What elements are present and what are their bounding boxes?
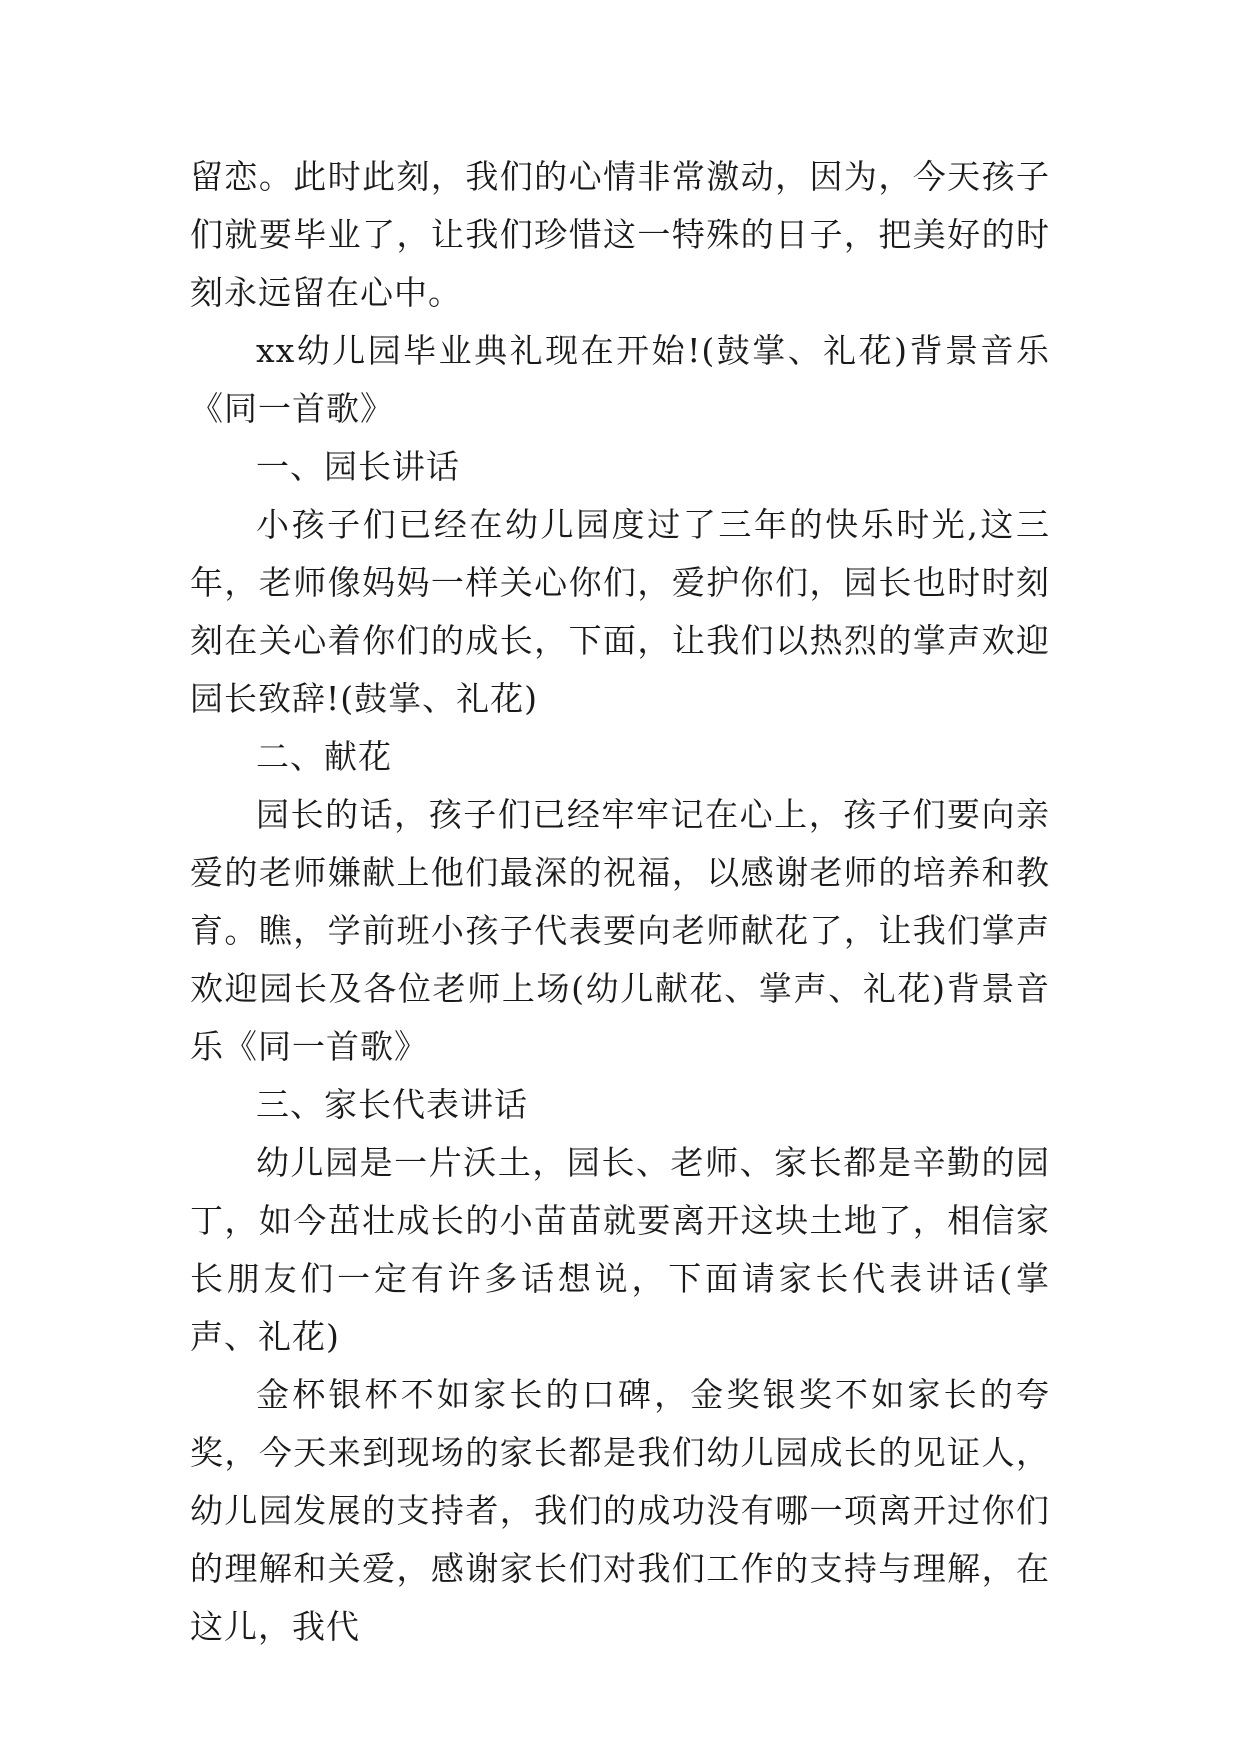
paragraph-ceremony-start: xx幼儿园毕业典礼现在开始!(鼓掌、礼花)背景音乐《同一首歌》 [190, 331, 1050, 428]
document-page [190, 148, 1050, 1656]
section-heading-parent-speech: 三、家长代表讲话 [256, 1085, 528, 1124]
paragraph-principal-intro: 小孩子们已经在幼儿园度过了三年的快乐时光,这三年，老师像妈妈一样关心你们，爱护你们，园长也时时刻刻在关心着你们的成长，下面，让我们以热烈的掌声欢迎园长致辞!(鼓掌、礼花) [190, 505, 1050, 718]
paragraph-thanks-parents: 金杯银杯不如家长的口碑，金奖银奖不如家长的夸奖，今天来到现场的家长都是我们幼儿园成长的见证人，幼儿园发展的支持者，我们的成功没有哪一项离开过你们的理解和关爱，感谢家长们对我们工作的支持与理解，在这儿，我代 [190, 1375, 1050, 1646]
paragraph-parent-intro: 幼儿园是一片沃土，园长、老师、家长都是辛勤的园丁，如今茁壮成长的小苗苗就要离开这块土地了，相信家长朋友们一定有许多话想说，下面请家长代表讲话(掌声、礼花) [190, 1143, 1050, 1356]
paragraph-flowers: 园长的话，孩子们已经牢牢记在心上，孩子们要向亲爱的老师嫌献上他们最深的祝福，以感谢老师的培养和教育。瞧，学前班小孩子代表要向老师献花了，让我们掌声欢迎园长及各位老师上场(幼儿献花、掌声、礼花)背景音乐《同一首歌》 [190, 795, 1050, 1066]
paragraph-1: 留恋。此时此刻，我们的心情非常激动，因为，今天孩子们就要毕业了，让我们珍惜这一特殊的日子，把美好的时刻永远留在心中。 [190, 157, 1050, 312]
section-heading-flowers: 二、献花 [256, 737, 392, 776]
section-heading-principal-speech: 一、园长讲话 [256, 447, 460, 486]
